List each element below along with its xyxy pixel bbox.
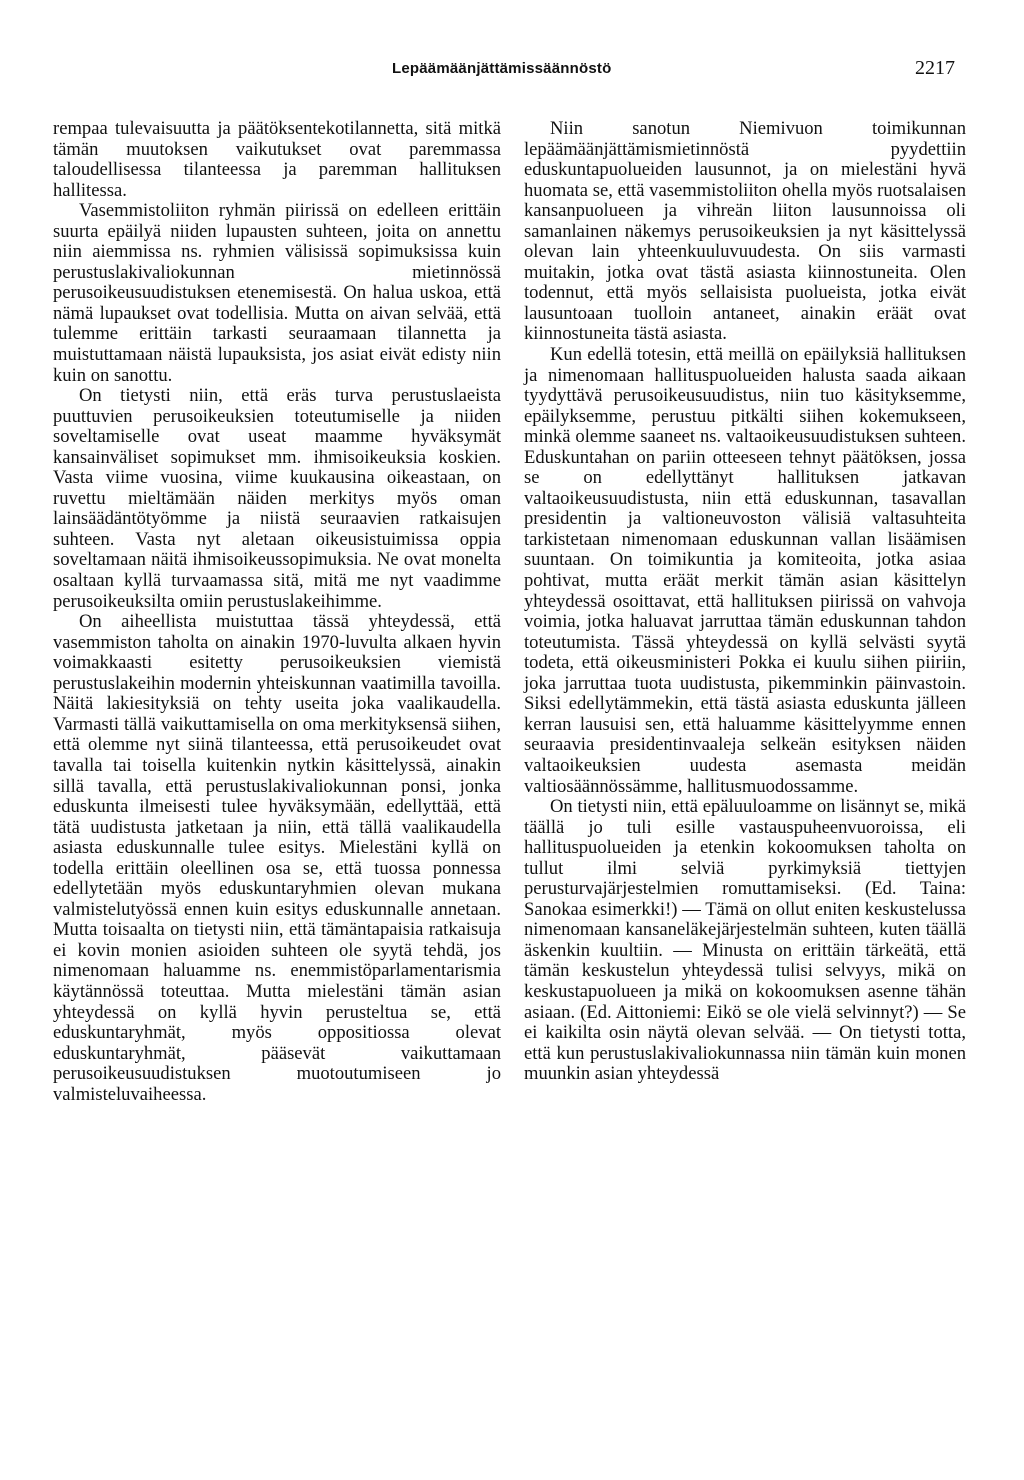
paragraph: On tietysti niin, että epäluuloamme on lisännyt se, mikä täällä jo tuli esille vastauspuheenvuoroissa, eli hallituspuolueiden ja etenkin kokoomuksen taholta on tullut ilmi selviä pyrkimyksiä tiettyjen perusturvajärjestelmien romuttamiseksi. (Ed. Taina: Sanokaa esimerkki!) — Tämä on ollut eniten keskustelussa nimenomaan kansaneläkejärjestelmän suhteen, kuten täällä äskenkin kuultiin. — Minusta on erittäin tärkeätä, että tämän keskustelun yhteydessä tulisi selvyys, mikä on keskustapuolueen ja mikä on kokoomuksen asenne tähän asiaan. (Ed. Aittoniemi: Eikö se ole vielä selvinnyt?) — Se ei kaikilta osin näytä olevan selvää. — On tietysti totta, että kun perustuslakivaliokunnassa niin tämän kuin monen muunkin asian yhteydessä — [524, 796, 966, 1085]
right-column — [524, 119, 966, 1085]
paragraph: On tietysti niin, että eräs turva perustuslaeista puuttuvien perusoikeuksien toteutumiselle ja niiden soveltamiselle ovat useat maamme hyväksymät kansainväliset sopimukset mm. ihmisoikeuksia koskien. Vasta viime vuosina, viime kuukausina oikeastaan, on ruvettu mieltämään näiden merkitys myös oman lainsäädäntötyömme ja niistä seuraavien ratkaisujen suhteen. Vasta nyt aletaan oikeusistuimissa oppia soveltamaan näitä ihmisoikeussopimuksia. Ne ovat monelta osaltaan kyllä turvaamassa sitä, mitä me nyt vaadimme perusoikeuksilta omiin perustuslakeihimme. — [53, 385, 501, 612]
paragraph: Vasemmistoliiton ryhmän piirissä on edelleen erittäin suurta epäilyä niiden lupausten suhteen, joita on annettu niin aiemmissa ns. ryhmien välisissä sopimuksissa kuin perustuslakivaliokunnan mietinnössä perusoikeusuudistuksen etenemisestä. On halua uskoa, että nämä lupaukset ovat todellisia. Mutta on aivan selvää, että tulemme erittäin tarkasti seuraamaan tilannetta ja muistuttamaan näistä lupauksista, jos asiat eivät edisty niin kuin on sanottu. — [53, 200, 501, 386]
running-header — [0, 57, 1024, 84]
page-number: 2217 — [915, 57, 955, 79]
paragraph: Niin sanotun Niemivuon toimikunnan lepäämäänjättämismietinnöstä pyydettiin eduskuntapuolueiden lausunnot, ja on mielestäni hyvä huomata se, että vasemmistoliiton ohella myös ruotsalaisen kansanpuolueen ja vihreän liiton lausunnoissa oli samanlainen näkemys perusoikeuksien ja nyt käsittelyssä olevan lain yhteenkuuluvuudesta. On siis varmasti muitakin, jotka ovat tästä asiasta kiinnostuneita. Olen todennut, että myös sellaisista puolueista, jotka eivät lausuntoaan tuolloin antaneet, ainakin eräät ovat kiinnostuneita tästä asiasta. — [524, 118, 966, 345]
running-title: Lepäämäänjättämissäännöstö — [392, 60, 612, 77]
paragraph: rempaa tulevaisuutta ja päätöksentekotilannetta, sitä mitkä tämän muutoksen vaikutukset ovat paremmassa taloudellisessa tilanteessa ja paremman hallituksen hallitessa. — [53, 118, 501, 201]
paragraph: On aiheellista muistuttaa tässä yhteydessä, että vasemmiston taholta on ainakin 1970-luvulta alkaen hyvin voimakkaasti esitetty perusoikeuksien viemistä perustuslakeihin modernin yhteiskunnan vaatimilla tavoilla. Näitä lakiesityksiä on tehty useita joka vaalikaudella. Varmasti tällä vaikuttamisella on oma merkityksensä siihen, että olemme nyt siinä tilanteessa, että perusoikeudet ovat tavalla tai toisella kuitenkin nytkin käsittelyssä, ainakin sillä tavalla, että perustuslakivaliokunnan ponsi, jonka eduskunta ilmeisesti tulee hyväksymään, edellyttää, että tätä uudistusta jatketaan ja niin, että tällä vaalikaudella asiasta eduskunnalle tulee esitys. Mielestäni kyllä on todella erittäin oleellinen osa se, että tuossa ponnessa edellytetään myös eduskuntaryhmien olevan mukana valmistelutyössä ennen kuin esitys eduskunnalle annetaan. Mutta toisaalta on tietysti niin, että tämäntapaisia ratkaisuja ei kovin monien asioiden suhteen ole syytä tehdä, jos nimenomaan haluamme ns. enemmistöparlamentarismia käytännössä toteuttaa. Mutta mielestäni tämän asian yhteydessä on kyllä hyvin perusteltua se, että eduskuntaryhmät, myös oppositiossa olevat eduskuntaryhmät, pääsevät vaikuttamaan perusoikeusuudistuksen muotoutumiseen jo valmisteluvaiheessa. — [53, 611, 501, 1105]
left-column — [53, 119, 501, 1105]
paragraph: Kun edellä totesin, että meillä on epäilyksiä hallituksen ja nimenomaan hallituspuolueiden halusta saada aikaan tyydyttävä perusoikeusuudistus, niin tuo käsityksemme, epäilyksemme, perustuu pitkälti siihen kokemukseen, minkä olemme saaneet ns. valtaoikeusuudistuksen suhteen. Eduskuntahan on pariin otteeseen tehnyt päätöksen, jossa se on edellyttänyt hallituksen jatkavan valtaoikeusuudistusta, niin että eduskunnan, tasavallan presidentin ja valtioneuvoston välisiä valtasuhteita tarkistetaan nimenomaan eduskunnan vallan lisäämisen suuntaan. On toimikuntia ja komiteoita, jotka asiaa pohtivat, mutta eräät merkit tämän asian käsittelyn yhteydessä osoittavat, että hallituksen piirissä on vahvoja voimia, jotka haluavat jarruttaa tämän eduskunnan tahdon toteutumista. Tässä yhteydessä on kyllä selvästi syytä todeta, että oikeusministeri Pokka ei kuulu siihen piiriin, joka jarruttaa tuota uudistusta, pikemminkin päinvastoin. Siksi edellytämmekin, että tästä asiasta eduskunta jälleen kerran lausuisi sen, että haluamme käsittelyymme ennen seuraavia presidentinvaaleja selkeän esityksen näiden valtaoikeuksien uudesta asemasta meidän valtiosäännössämme, hallitusmuodossamme. — [524, 344, 966, 797]
